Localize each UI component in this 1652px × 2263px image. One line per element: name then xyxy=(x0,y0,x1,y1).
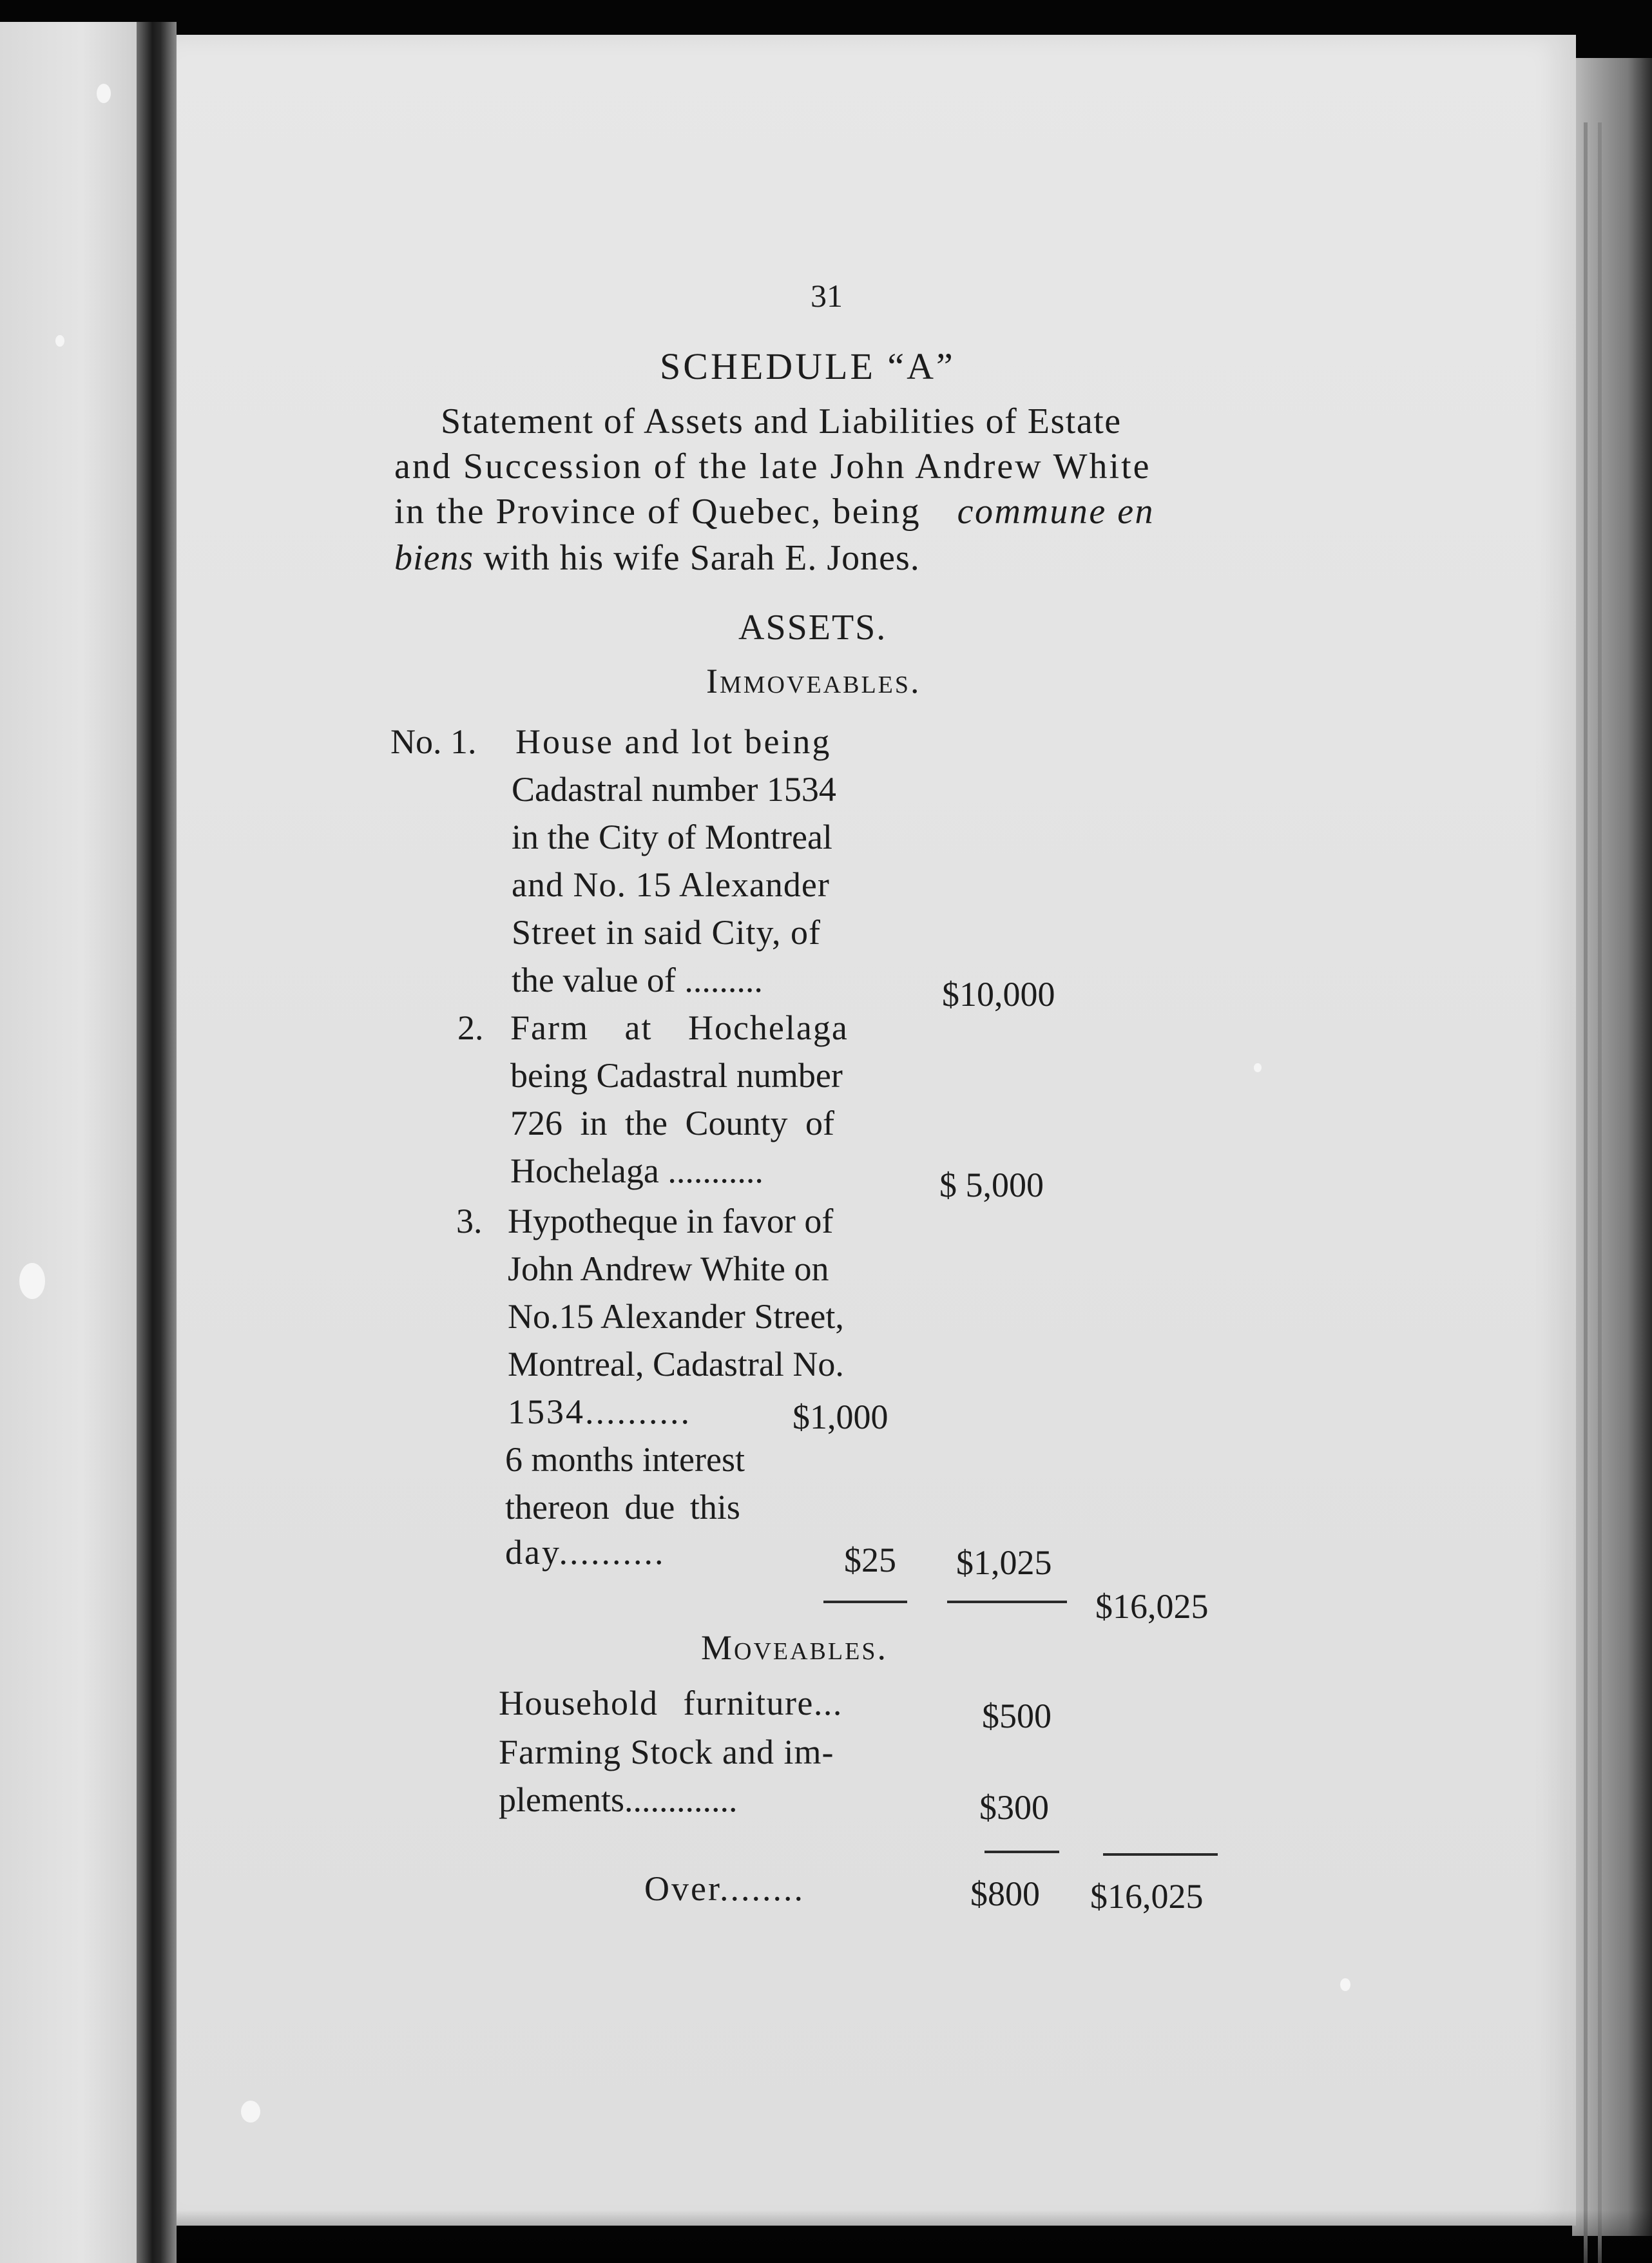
book-gutter xyxy=(137,22,177,2263)
item-number: No. 1. xyxy=(390,722,477,761)
scan-speck xyxy=(55,335,64,347)
item-line: 1534.......... xyxy=(508,1392,691,1431)
item-amount: $1,025 xyxy=(956,1543,1052,1582)
page-stack-edges xyxy=(1572,58,1652,2236)
item-line: Cadastral number 1534 xyxy=(512,770,836,809)
item-line: in the City of Montreal xyxy=(512,818,832,856)
facing-page-edge xyxy=(0,22,137,2263)
item-amount: $10,000 xyxy=(942,975,1055,1014)
item-line: House and lot being xyxy=(515,722,832,761)
principal-amount: $1,000 xyxy=(792,1398,888,1436)
intro-line xyxy=(394,540,920,576)
subtotal-rule xyxy=(984,1851,1059,1853)
immoveables-heading: Immoveables. xyxy=(706,662,921,700)
intro-line: Statement of Assets and Liabilities of Estate xyxy=(441,401,1122,441)
item-line: Farm at Hochelaga xyxy=(510,1008,849,1047)
item-line: 6 months interest xyxy=(505,1440,745,1479)
scan-shadow xyxy=(177,2210,1652,2263)
interest-amount: $25 xyxy=(844,1541,896,1579)
intro-line: and Succession of the late John Andrew White xyxy=(394,447,1151,486)
item-line: Street in said City, of xyxy=(512,913,821,952)
item-amount: $ 5,000 xyxy=(939,1166,1044,1204)
scan-speck xyxy=(241,2101,260,2123)
item-line: John Andrew White on xyxy=(508,1249,829,1288)
item-line: 726 in the County of xyxy=(510,1104,834,1142)
item-line: being Cadastral number xyxy=(510,1056,843,1095)
item-line: plements............. xyxy=(499,1780,738,1819)
immoveables-total: $16,025 xyxy=(1095,1587,1209,1626)
intro-italic-text: commune en xyxy=(957,492,1155,532)
item-number: 2. xyxy=(457,1008,484,1047)
item-line: the value of ......... xyxy=(512,961,763,999)
item-amount: $300 xyxy=(979,1788,1049,1827)
item-line: Household furniture... xyxy=(499,1684,843,1722)
scan-speck xyxy=(19,1263,45,1299)
subtotal-rule xyxy=(1103,1853,1218,1856)
subtotal-rule xyxy=(823,1601,907,1603)
item-line: and No. 15 Alexander xyxy=(512,865,830,904)
assets-heading: ASSETS. xyxy=(738,608,887,648)
subtotal-rule xyxy=(947,1601,1067,1603)
item-line: Montreal, Cadastral No. xyxy=(508,1345,844,1383)
over-total: $16,025 xyxy=(1090,1877,1204,1916)
scan-speck xyxy=(1254,1063,1262,1072)
item-number: 3. xyxy=(456,1202,483,1240)
moveables-heading: Moveables. xyxy=(701,1628,888,1667)
page-edge-line xyxy=(1598,122,1602,2263)
scan-speck xyxy=(97,84,111,103)
intro-line xyxy=(394,494,1155,530)
item-line: Hochelaga ........... xyxy=(510,1151,764,1190)
item-line: Hypotheque in favor of xyxy=(508,1202,834,1240)
scan-speck xyxy=(1340,1978,1350,1991)
item-line: Farming Stock and im- xyxy=(499,1733,834,1771)
page-number: 31 xyxy=(811,278,843,314)
over-label: Over........ xyxy=(644,1869,805,1908)
item-line: day.......... xyxy=(505,1533,666,1572)
over-subtotal: $800 xyxy=(970,1874,1040,1913)
schedule-title: SCHEDULE “A” xyxy=(660,345,956,387)
intro-text: with his wife Sarah E. Jones. xyxy=(474,538,920,578)
intro-italic-text: biens xyxy=(394,538,474,578)
item-line: No.15 Alexander Street, xyxy=(508,1297,844,1336)
page-edge-line xyxy=(1584,122,1588,2263)
intro-text: in the Province of Quebec, being xyxy=(394,492,932,532)
item-line: thereon due this xyxy=(505,1488,740,1526)
item-amount: $500 xyxy=(982,1697,1052,1735)
